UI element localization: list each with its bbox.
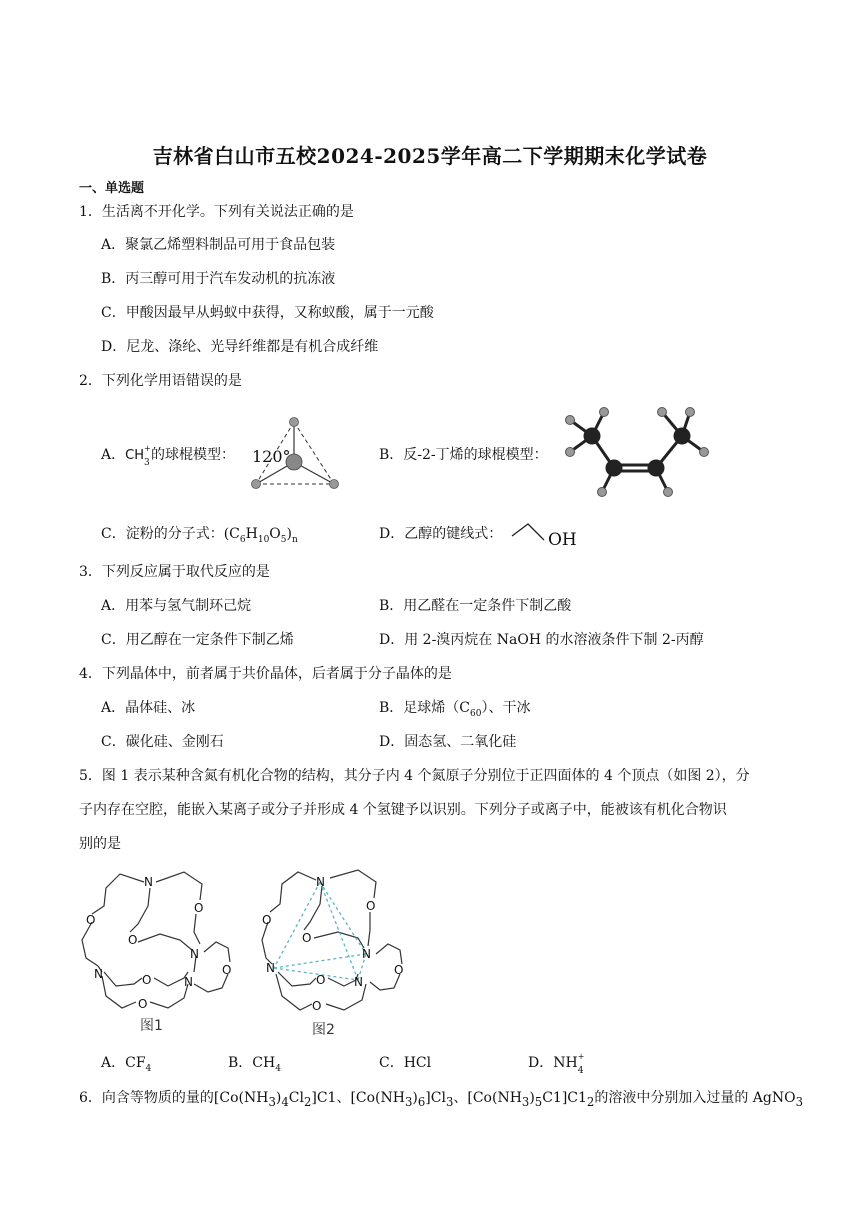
svg-text:O: O xyxy=(366,899,376,913)
svg-text:N: N xyxy=(94,967,103,981)
svg-text:O: O xyxy=(316,973,326,987)
q3-option-c: C．用乙醇在一定条件下制乙烯 xyxy=(101,632,294,648)
svg-text:O: O xyxy=(138,997,148,1011)
q3-option-d: D．用 2-溴丙烷在 NaOH 的水溶液条件下制 2-丙醇 xyxy=(379,632,704,648)
q3-option-a: A．用苯与氢气制环己烷 xyxy=(101,598,252,614)
svg-text:O: O xyxy=(222,963,232,977)
svg-text:N: N xyxy=(266,961,275,975)
svg-text:O: O xyxy=(312,999,322,1013)
svg-text:N: N xyxy=(144,875,153,889)
svg-text:N: N xyxy=(316,875,325,889)
svg-text:N: N xyxy=(362,947,371,961)
figure-2-label: 图2 xyxy=(312,1022,335,1038)
svg-text:N: N xyxy=(184,975,193,989)
figure-1-cryptand-structure xyxy=(76,862,242,1034)
q2-stem: 2．下列化学用语错误的是 xyxy=(79,373,242,389)
trans-2-butene-ball-stick-model xyxy=(556,402,716,502)
q4-option-b: B．足球烯$(C_{60})$、干冰 xyxy=(379,700,531,719)
q6-stem-line-1: 6．向含等物质的量的$[Co(NH_3)_4Cl_2]C1$、$[Co(NH_3)_6]Cl_3$、$[Co(NH_3)_5C1]C1_2$的溶液中分别加入过量的 AgNO$_3$ xyxy=(79,1090,804,1109)
q5-stem-line-3: 别的是 xyxy=(79,836,121,852)
q1-option-b: B．丙三醇可用于汽车发动机的抗冻液 xyxy=(101,271,336,287)
q4-option-a: A．晶体硅、冰 xyxy=(101,700,196,716)
q1-option-d: D．尼龙、涤纶、光导纤维都是有机合成纤维 xyxy=(101,339,379,355)
q5-option-d: D．NH + 4 xyxy=(528,1052,585,1076)
figure-2-tetrahedral-nitrogen-arrangement xyxy=(258,862,424,1040)
svg-text:O: O xyxy=(262,913,272,927)
svg-text:O: O xyxy=(142,973,152,987)
svg-text:N: N xyxy=(354,975,363,989)
q1-stem: 1．生活离不开化学。下列有关说法正确的是 xyxy=(79,204,354,220)
q2-option-a: A．CH + 3 的球棍模型： xyxy=(101,444,235,468)
q5-stem-line-2: 子内存在空腔，能嵌入某离子或分子并形成 4 个氢键予以识别。下列分子或离子中，能被该有机化合物识 xyxy=(79,802,727,818)
svg-text:O: O xyxy=(194,901,204,915)
svg-text:O: O xyxy=(302,931,312,945)
q2-option-d: D．乙醇的键线式： xyxy=(379,526,503,542)
q1-option-a: A．聚氯乙烯塑料制品可用于食品包装 xyxy=(101,237,336,253)
section-heading: 一、单选题 xyxy=(79,181,145,196)
q1-option-c: C．甲酸因最早从蚂蚁中获得，又称蚁酸，属于一元酸 xyxy=(101,305,434,321)
q5-option-b: B．$CH_4$ xyxy=(228,1055,281,1074)
svg-text:OH: OH xyxy=(548,530,577,550)
ch3-plus-ball-stick-model xyxy=(246,412,346,494)
q4-stem: 4．下列晶体中，前者属于共价晶体，后者属于分子晶体的是 xyxy=(79,666,452,682)
q5-stem-line-1: 5．图 1 表示某种含氮有机化合物的结构，其分子内 4 个氮原子分别位于正四面体的 4 个顶点（如图 2），分 xyxy=(79,768,750,784)
q5-option-c: C．HCl xyxy=(379,1055,432,1071)
svg-text:O: O xyxy=(86,913,96,927)
ethanol-skeletal-formula xyxy=(510,518,582,550)
svg-text:O: O xyxy=(394,963,404,977)
q2-option-c: C．淀粉的分子式：$(C_6H_{10}O_5)_n$ xyxy=(101,526,298,545)
q3-option-b: B．用乙醛在一定条件下制乙酸 xyxy=(379,598,572,614)
svg-text:N: N xyxy=(190,947,199,961)
q4-option-c: C．碳化硅、金刚石 xyxy=(101,734,224,750)
q5-option-a: A．$CF_4$ xyxy=(101,1055,152,1074)
svg-text:O: O xyxy=(128,933,138,947)
q3-stem: 3．下列反应属于取代反应的是 xyxy=(79,564,270,580)
q4-option-d: D．固态氢、二氧化硅 xyxy=(379,734,517,750)
page-title: 吉林省白山市五校2024-2025学年高二下学期期末化学试卷 xyxy=(152,144,708,168)
bond-angle-label: 120° xyxy=(252,447,291,466)
figure-1-label: 图1 xyxy=(140,1018,163,1034)
q2-option-b: B．反-2-丁烯的球棍模型： xyxy=(379,447,548,463)
